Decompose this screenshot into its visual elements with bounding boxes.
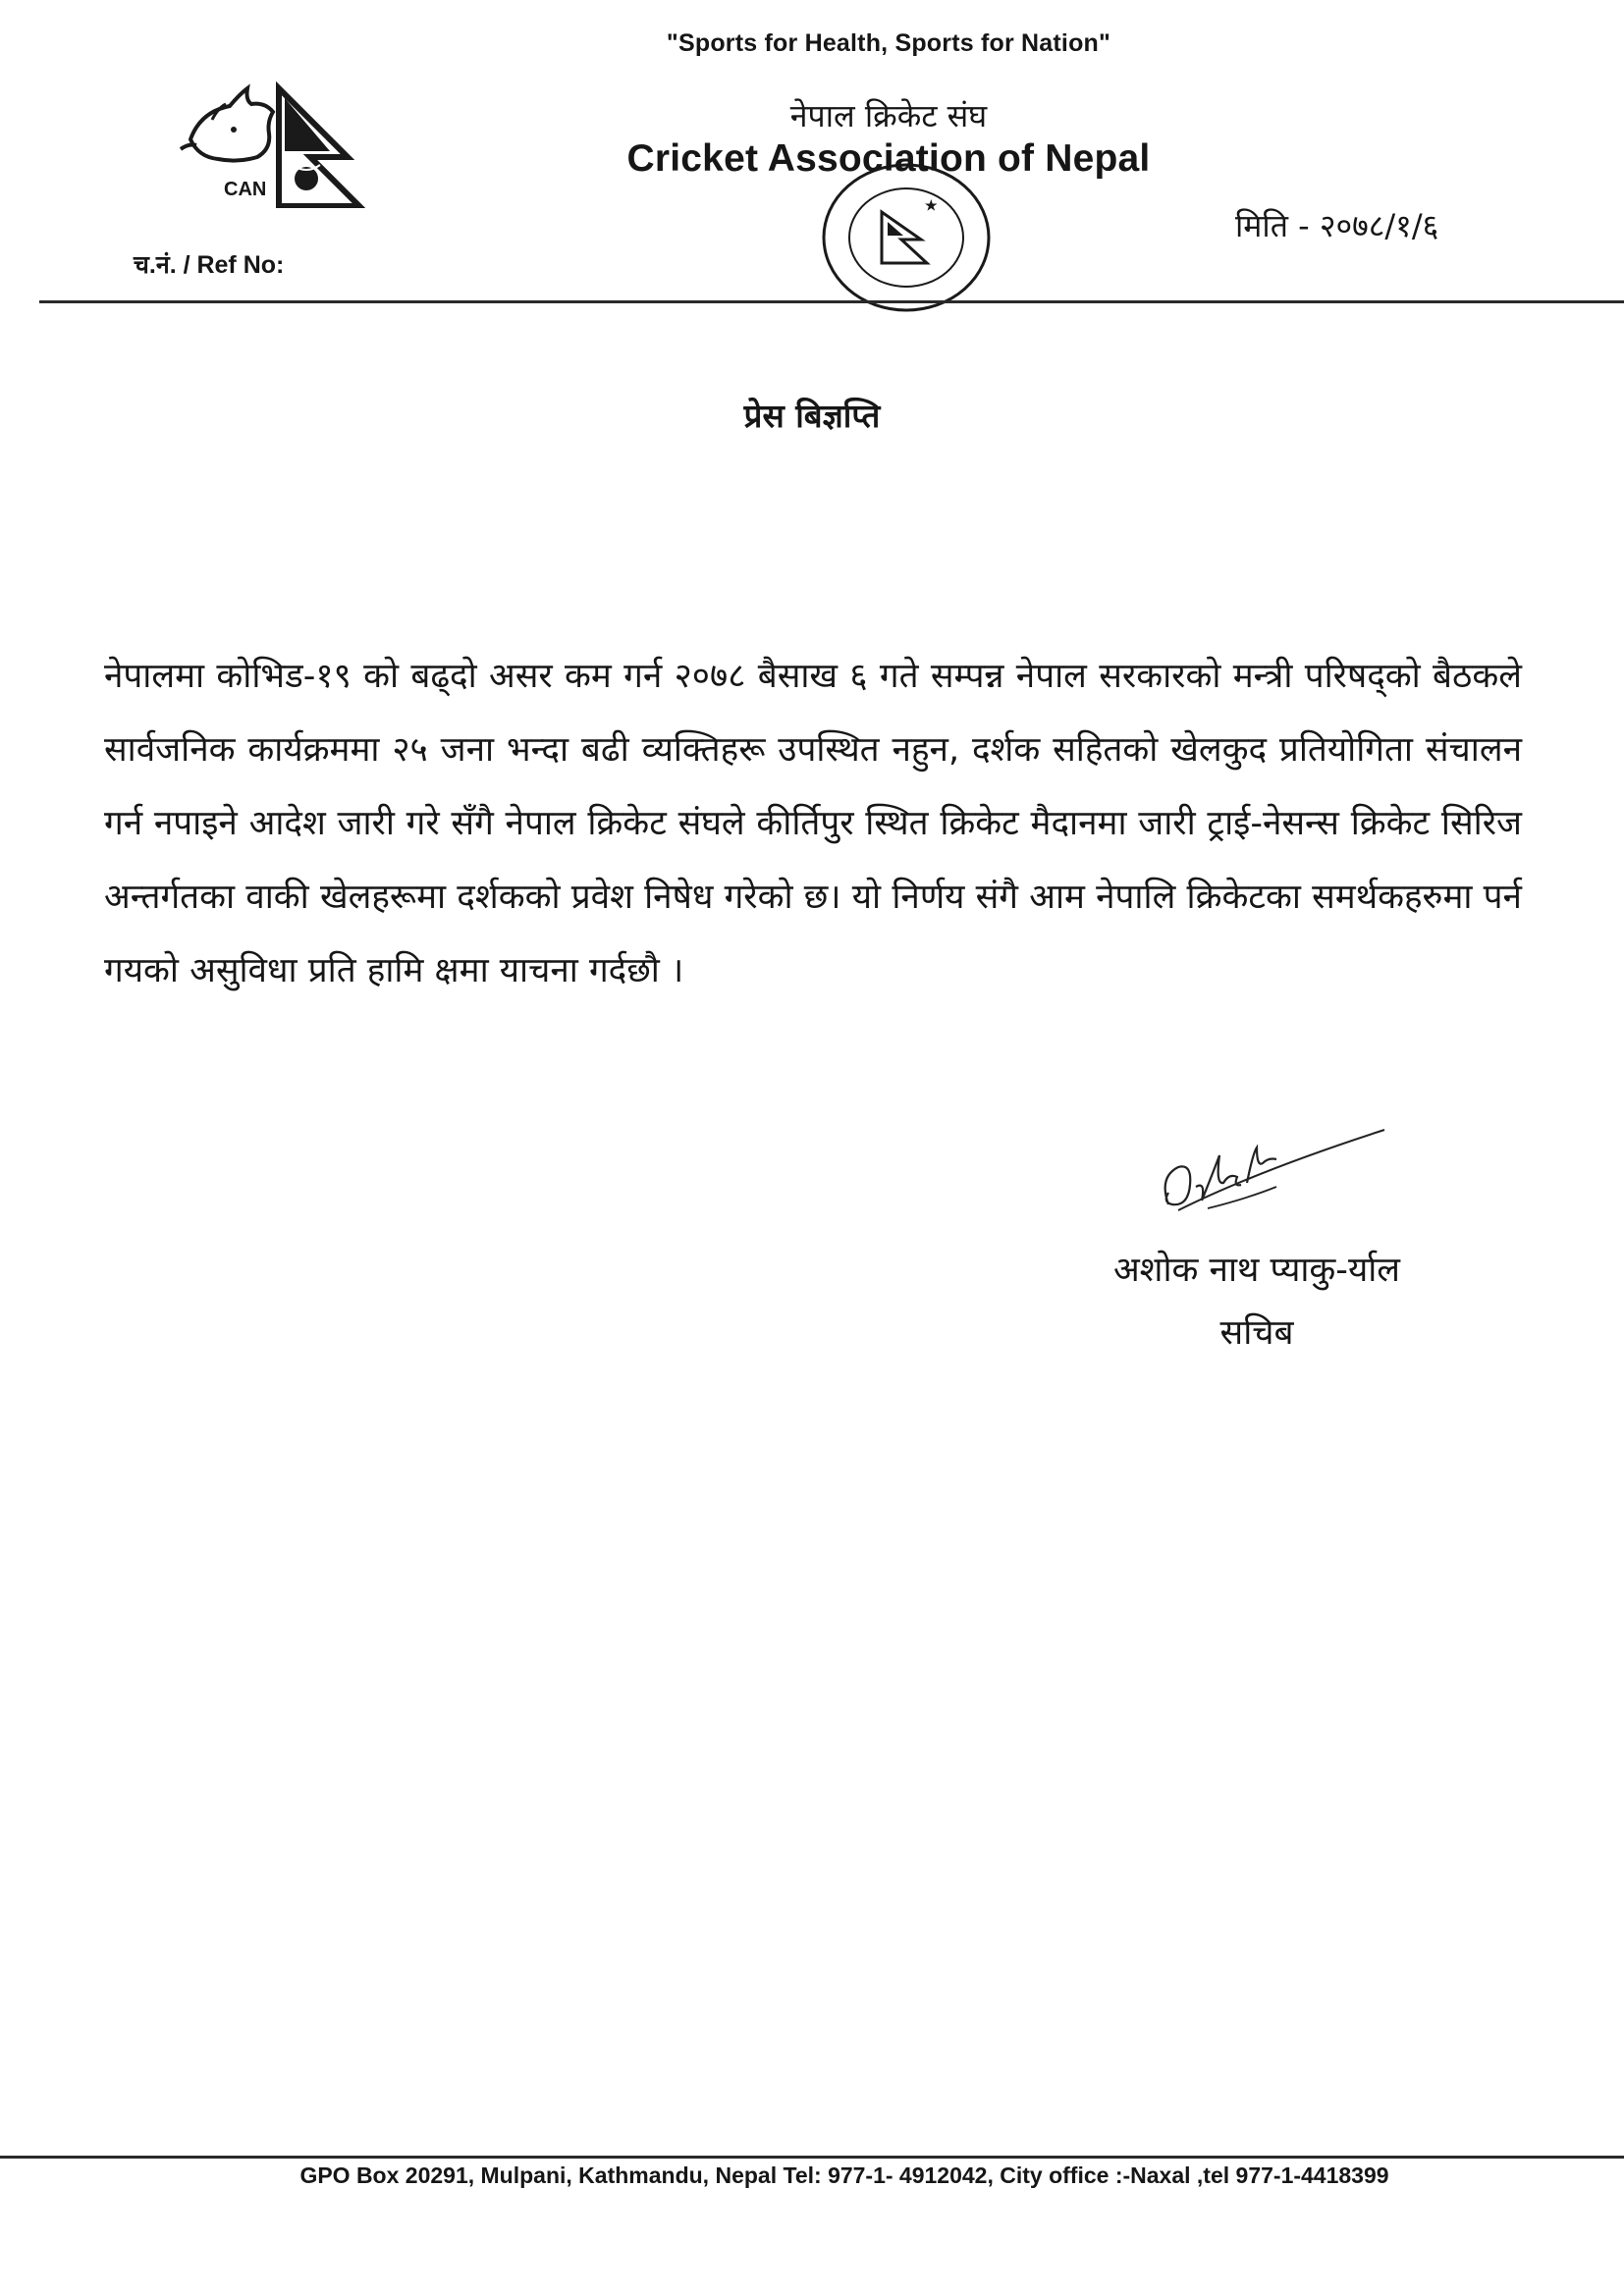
signatory-block bbox=[1070, 1239, 1443, 1364]
org-name-nepali: नेपाल क्रिकेट संघ bbox=[789, 97, 988, 134]
handwritten-signature bbox=[1149, 1114, 1394, 1232]
signatory-name: अशोक नाथ प्याकु-र्याल bbox=[1112, 1251, 1401, 1290]
signature-scribble-icon bbox=[1149, 1114, 1394, 1232]
document-title: प्रेस बिज्ञप्ति bbox=[743, 397, 881, 435]
logo-text: CAN bbox=[224, 179, 267, 200]
reference-number-label: च.नं. / Ref No: bbox=[134, 251, 285, 279]
document-body bbox=[104, 640, 1522, 1008]
seal-stamp-icon bbox=[819, 161, 994, 314]
org-motto: "Sports for Health, Sports for Nation" bbox=[666, 29, 1111, 57]
signatory-position: सचिब bbox=[1219, 1313, 1294, 1353]
footer-address: GPO Box 20291, Mulpani, Kathmandu, Nepal Tel: 977-1- 4912042, City office :-Naxal ,tel 977-1-4418399 bbox=[299, 2163, 1389, 2188]
body-paragraph: नेपालमा कोभिड-१९ को बढ्दो असर कम गर्न २०७८ बैसाख ६ गते सम्पन्न नेपाल सरकारको मन्त्री परिषद्को बैठकले सार्वजनिक कार्यक्रममा २५ जना भन्दा बढी व्यक्तिहरू उपस्थित नहुन, दर्शक सहितको खेलकुद प्रतियोगिता संचालन गर्न नपाइने आदेश जारी गरे सँगै नेपाल क्रिकेट संघले कीर्तिपुर स्थित क्रिकेट मैदानमा जारी ट्राई-नेसन्स क्रिकेट सिरिज अन्तर्गतका वाकी खेलहरूमा दर्शकको प्रवेश निषेध गरेको छ। यो निर्णय संगै आम नेपालि क्रिकेटका समर्थकहरुमा पर्न गयको असुविधा प्रति हामि क्षमा याचना गर्दछौ । bbox=[104, 657, 1522, 990]
org-name-english: Cricket Association of Nepal bbox=[626, 137, 1151, 180]
footer-divider bbox=[0, 2156, 1624, 2159]
official-seal bbox=[819, 161, 994, 314]
svg-text:★: ★ bbox=[925, 197, 938, 213]
header-divider bbox=[39, 300, 1624, 303]
document-date: मिति - २०७८/१/६ bbox=[1235, 207, 1439, 244]
